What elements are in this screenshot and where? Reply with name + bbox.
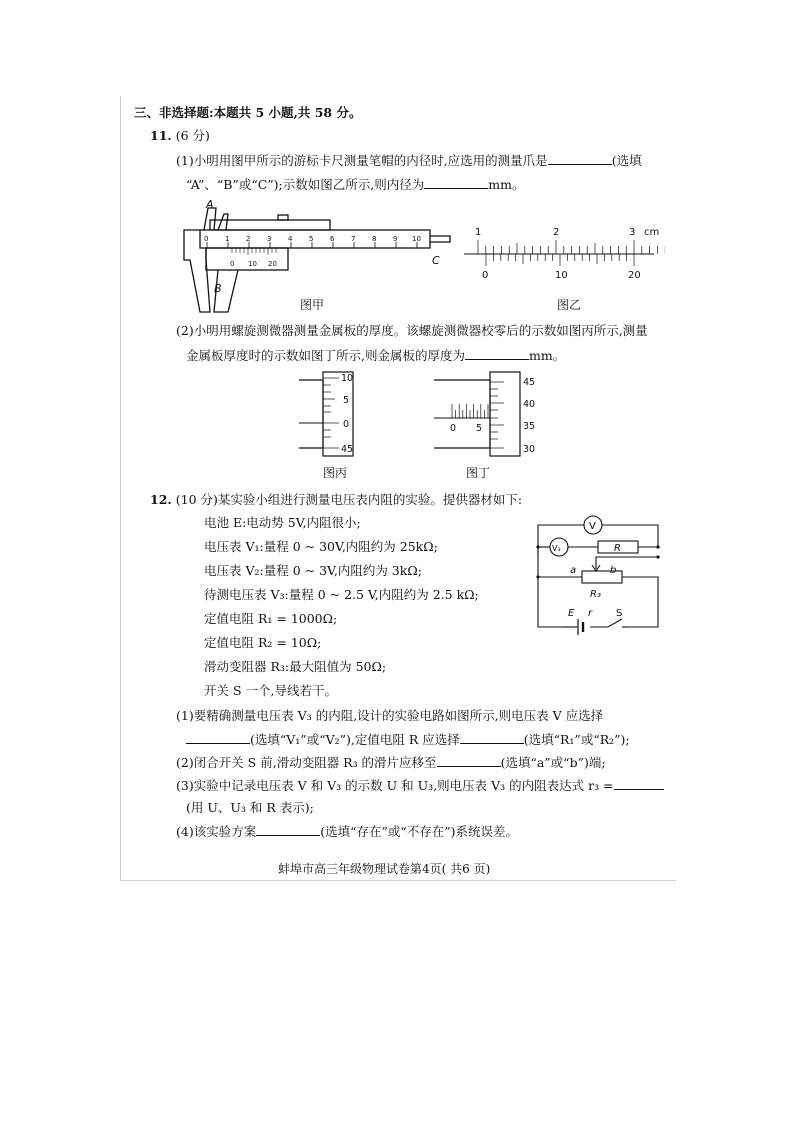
jaw-label-a: A <box>206 200 214 211</box>
answer-blank-11-2[interactable] <box>465 347 529 360</box>
q11-part2-line1: (2)小明用螺旋测微器测量金属板的厚度。该螺旋测微器校零后的示数如图丙所示,测量 <box>176 323 648 338</box>
jia-main-tick-7: 7 <box>351 235 356 243</box>
jia-vernier-tick-20: 20 <box>268 260 277 268</box>
circuit-label-e: E <box>568 608 575 619</box>
yi-vernier-tick-0: 0 <box>482 270 489 281</box>
yi-vernier-tick-20: 20 <box>628 270 641 281</box>
q11-part1-text-a: (1)小明用图甲所示的游标卡尺测量笔帽的内径时,应选用的测量爪是 <box>176 153 548 168</box>
yi-main-tick-2: 2 <box>553 227 560 238</box>
circuit-label-r3: R₃ <box>590 589 601 600</box>
jia-main-tick-1: 1 <box>225 235 230 243</box>
figure-ding-micrometer <box>430 370 550 458</box>
q11-header <box>150 128 210 144</box>
ding-tick-35: 35 <box>523 421 536 432</box>
q12-p1-line2 <box>186 731 630 748</box>
bing-tick-0: 0 <box>343 419 350 430</box>
equipment-item-r3: 滑动变阻器 R₃:最大阻值为 50Ω; <box>204 659 387 674</box>
jia-main-tick-5: 5 <box>309 235 314 243</box>
q11-part2-line2 <box>186 347 565 364</box>
equipment-item-switch: 开关 S 一个,导线若干。 <box>204 683 337 698</box>
page-footer: 蚌埠市高三年级物理试卷第4页( 共6 页) <box>278 862 491 876</box>
answer-blank-12-1b[interactable] <box>460 731 524 744</box>
jia-main-tick-2: 2 <box>246 235 251 243</box>
q12-number: 12. <box>150 492 172 507</box>
equipment-item-battery: 电池 E:电动势 5V,内阻很小; <box>204 515 361 530</box>
q11-part2-text-a: 金属板厚度时的示数如图丁所示,则金属板的厚度为 <box>186 348 465 363</box>
q11-part1-text-c: “A”、“B”或“C”);示数如图乙所示,则内径为 <box>186 177 425 192</box>
q12-p4 <box>176 823 518 840</box>
q11-part1-text-d: mm。 <box>488 177 525 192</box>
figure-yi-caption: 图乙 <box>557 298 582 312</box>
circuit-label-r: R <box>614 543 621 554</box>
figure-bing-micrometer <box>295 370 385 458</box>
circuit-label-a: a <box>570 565 577 576</box>
circuit-label-v: V <box>589 521 596 532</box>
jia-main-tick-8: 8 <box>372 235 377 243</box>
answer-blank-12-2[interactable] <box>437 754 501 767</box>
jia-main-tick-4: 4 <box>288 235 293 243</box>
q12-p1-text-a: (选填“V₁”或“V₂”),定值电阻 R 应选择 <box>250 732 460 747</box>
equipment-item-v3: 待测电压表 V₃:量程 0 ~ 2.5 V,内阻约为 2.5 kΩ; <box>204 587 479 602</box>
q12-p2 <box>176 754 606 771</box>
q12-p3-line1 <box>176 777 664 794</box>
answer-blank-12-3[interactable] <box>614 777 664 790</box>
jia-main-tick-6: 6 <box>330 235 335 243</box>
equipment-item-r2: 定值电阻 R₂ = 10Ω; <box>204 635 322 650</box>
jia-main-tick-10: 10 <box>412 235 421 243</box>
ding-sleeve-tick-5: 5 <box>476 423 483 434</box>
q12-intro: (10 分)某实验小组进行测量电压表内阻的实验。提供器材如下: <box>175 492 523 507</box>
circuit-diagram <box>528 515 664 635</box>
figure-ding-caption: 图丁 <box>466 466 491 480</box>
yi-main-tick-1: 1 <box>475 227 482 238</box>
circuit-label-s: S <box>616 608 623 619</box>
q11-score: (6 分) <box>175 128 210 143</box>
q11-number: 11. <box>150 128 172 143</box>
q12-p3-line2: (用 U、U₃ 和 R 表示); <box>186 800 314 815</box>
q11-part1-line1 <box>176 152 642 169</box>
circuit-label-v3: V₃ <box>552 544 561 553</box>
jia-main-tick-3: 3 <box>267 235 272 243</box>
section-heading: 三、非选择题:本题共 5 小题,共 58 分。 <box>134 105 362 120</box>
q11-part1-line2 <box>186 176 524 193</box>
answer-blank-11-1a[interactable] <box>548 152 612 165</box>
equipment-item-v2: 电压表 V₂:量程 0 ~ 3V,内阻约为 3kΩ; <box>204 563 422 578</box>
q12-p2-text-a: (2)闭合开关 S 前,滑动变阻器 R₃ 的滑片应移至 <box>176 755 437 770</box>
yi-main-tick-3: 3 <box>629 227 636 238</box>
yi-unit: cm <box>644 227 660 238</box>
equipment-item-v1: 电压表 V₁:量程 0 ~ 30V,内阻约为 25kΩ; <box>204 539 438 554</box>
ding-tick-40: 40 <box>523 399 536 410</box>
figure-yi-vernier-reading <box>460 222 665 282</box>
q12-p1-line1: (1)要精确测量电压表 V₃ 的内阻,设计的实验电路如图所示,则电压表 V 应选择 <box>176 708 604 723</box>
q12-p3-text: (3)实验中记录电压表 V 和 V₃ 的示数 U 和 U₃,则电压表 V₃ 的内阻表达式 r₃ = <box>176 778 614 793</box>
circuit-label-r-internal: r <box>588 608 593 619</box>
jaw-label-c: C <box>432 254 440 267</box>
jia-main-tick-9: 9 <box>393 235 398 243</box>
bing-tick-5: 5 <box>343 395 350 406</box>
answer-blank-11-1b[interactable] <box>424 176 488 189</box>
equipment-item-r1: 定值电阻 R₁ = 1000Ω; <box>204 611 338 626</box>
jia-vernier-tick-0: 0 <box>230 260 235 268</box>
q11-part1-text-b: (选填 <box>611 153 642 168</box>
circuit-label-b: b <box>610 565 617 576</box>
page-margin-line <box>120 96 121 881</box>
figure-jia-caption: 图甲 <box>300 298 325 312</box>
ding-tick-45: 45 <box>523 377 536 388</box>
q12-p4-text-b: (选填“存在”或“不存在”)系统误差。 <box>320 824 519 839</box>
yi-vernier-tick-10: 10 <box>555 270 568 281</box>
jia-vernier-tick-10: 10 <box>248 260 257 268</box>
q11-part2-text-b: mm。 <box>528 348 566 363</box>
page-bottom-line <box>120 880 676 881</box>
ding-tick-30: 30 <box>523 444 536 455</box>
jia-main-tick-0: 0 <box>204 235 209 243</box>
ding-sleeve-tick-0: 0 <box>450 423 457 434</box>
bing-tick-45: 45 <box>341 444 354 455</box>
answer-blank-12-1a[interactable] <box>186 731 250 744</box>
bing-tick-10: 10 <box>341 373 354 384</box>
figure-bing-caption: 图丙 <box>323 466 348 480</box>
q12-header <box>150 492 522 508</box>
q12-p2-text-b: (选填“a”或“b”)端; <box>500 755 606 770</box>
answer-blank-12-4[interactable] <box>256 823 320 836</box>
q12-p1-text-b: (选填“R₁”或“R₂”); <box>523 732 630 747</box>
q12-p4-text-a: (4)该实验方案 <box>176 824 257 839</box>
jaw-label-b: B <box>214 282 222 295</box>
